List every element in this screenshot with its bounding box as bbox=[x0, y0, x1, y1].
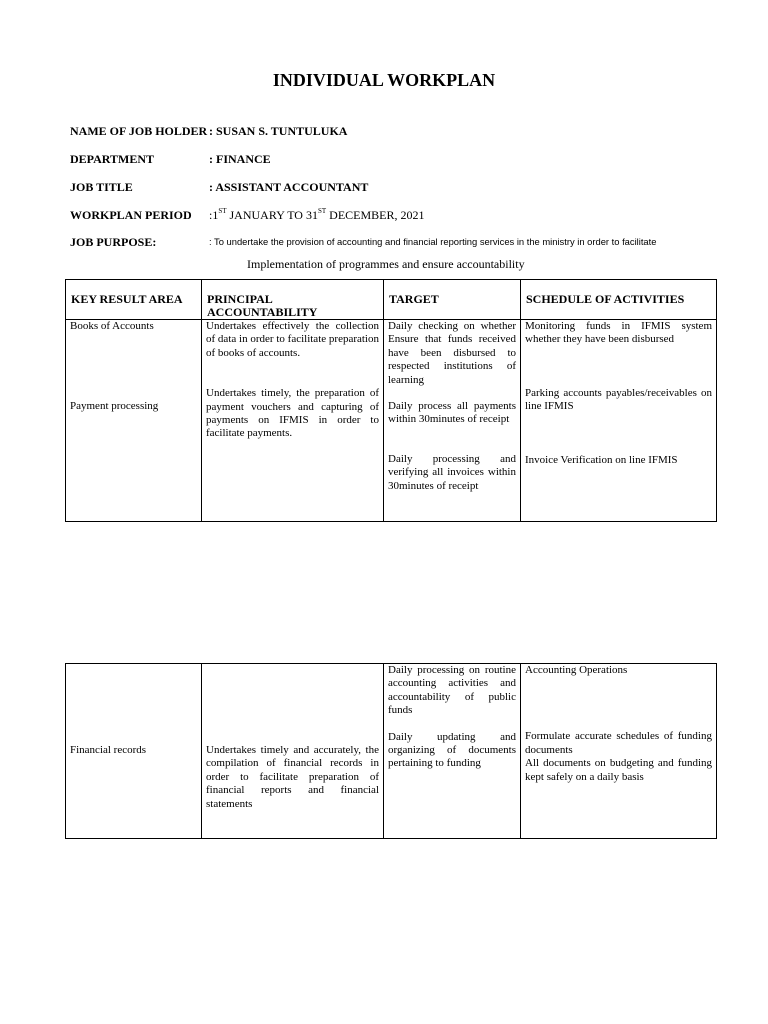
kra-payment-processing: Payment processing bbox=[70, 400, 159, 413]
table-row bbox=[66, 320, 717, 522]
table-cell-kra-column bbox=[66, 320, 202, 522]
header-key-result-area: KEY RESULT AREA bbox=[66, 280, 202, 320]
kra-books-of-accounts: Books of Accounts bbox=[70, 320, 154, 332]
period-sup-1: ST bbox=[218, 207, 227, 215]
table-cell-principal-column bbox=[202, 664, 384, 839]
period-suffix: DECEMBER, 2021 bbox=[326, 208, 425, 222]
workplan-period-value bbox=[209, 208, 425, 223]
table-header-row bbox=[66, 280, 717, 320]
kra-financial-records: Financial records bbox=[70, 744, 147, 756]
workplan-table bbox=[65, 279, 717, 522]
principal-financial-records: Undertakes timely and accurately, the compilation of financial records in order to facilitate preparation of financial reports and financial statements bbox=[206, 744, 379, 810]
header-principal-accountability: PRINCIPAL ACCOUNTABILITY bbox=[202, 280, 384, 320]
period-mid: JANUARY TO 31 bbox=[226, 208, 318, 222]
target-accounting-operations: Daily processing on routine accounting activities and accountability of public funds bbox=[388, 664, 516, 717]
table-cell-target-column bbox=[384, 320, 521, 522]
target-invoice-verification: Daily processing and verifying all invoices within 30minutes of receipt bbox=[388, 452, 516, 492]
table-cell-schedule-column bbox=[521, 320, 717, 522]
job-title-value: : ASSISTANT ACCOUNTANT bbox=[209, 180, 369, 194]
period-prefix: :1 bbox=[209, 208, 219, 222]
job-purpose-label: JOB PURPOSE: bbox=[70, 235, 157, 249]
schedule-financial-records-2: All documents on budgeting and funding kept safely on a daily basis bbox=[525, 757, 712, 783]
target-financial-records: Daily updating and organizing of documents pertaining to funding bbox=[388, 730, 516, 770]
job-holder-label: NAME OF JOB HOLDER bbox=[70, 124, 208, 138]
header-target: TARGET bbox=[384, 280, 521, 320]
schedule-invoice-verification: Invoice Verification on line IFMIS bbox=[525, 453, 678, 466]
table-cell-principal-column bbox=[202, 320, 384, 522]
table-cell-kra-column bbox=[66, 664, 202, 839]
period-sup-2: ST bbox=[317, 207, 327, 215]
job-purpose-line-2: Implementation of programmes and ensure accountability bbox=[247, 257, 525, 271]
table-cell-target-column bbox=[384, 664, 521, 839]
workplan-period-label: WORKPLAN PERIOD bbox=[70, 208, 192, 222]
header-schedule-of-activities: SCHEDULE OF ACTIVITIES bbox=[521, 280, 717, 320]
schedule-payment-processing: Parking accounts payables/receivables on line IFMIS bbox=[525, 386, 712, 413]
workplan-table-continued bbox=[65, 663, 717, 839]
target-payment-processing: Daily process all payments within 30minutes of receipt bbox=[388, 400, 516, 426]
document-title: INDIVIDUAL WORKPLAN bbox=[272, 70, 496, 90]
job-holder-value: : SUSAN S. TUNTULUKA bbox=[209, 124, 348, 138]
principal-payment-processing: Undertakes timely, the preparation of payment vouchers and capturing of payments on IFMIS in order to facilitate payments. bbox=[206, 387, 379, 440]
principal-books-of-accounts: Undertakes effectively the collection of data in order to facilitate preparation of books of accounts. bbox=[206, 320, 379, 359]
department-value: : FINANCE bbox=[209, 152, 271, 166]
job-purpose-line-1: : To undertake the provision of accounting and financial reporting services in the ministry in order to facilitate bbox=[209, 236, 657, 247]
schedule-financial-records-1: Formulate accurate schedules of funding documents bbox=[525, 730, 712, 756]
schedule-accounting-operations: Accounting Operations bbox=[525, 664, 628, 676]
table-cell-schedule-column bbox=[521, 664, 717, 839]
schedule-books-of-accounts: Monitoring funds in IFMIS system whether they have been disbursed bbox=[525, 320, 712, 346]
department-label: DEPARTMENT bbox=[70, 152, 155, 166]
table-row bbox=[66, 664, 717, 839]
job-title-label: JOB TITLE bbox=[70, 180, 133, 194]
target-books-of-accounts: Daily checking on whether Ensure that funds received have been disbursed to respected institutions of learning bbox=[388, 320, 516, 386]
